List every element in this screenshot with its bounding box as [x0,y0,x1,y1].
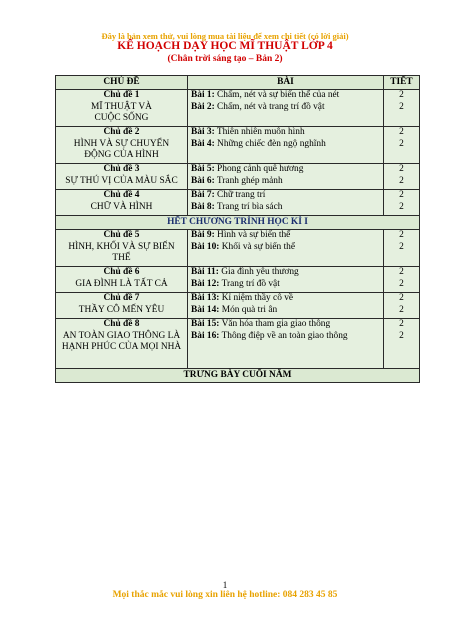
lesson-name: Khối và sự biến thể [221,241,296,252]
topic-cell [56,164,188,190]
topic-cell [56,293,188,319]
lesson-periods: 2 [399,330,404,341]
lesson-name: Kỉ niệm thầy cô về [221,293,294,303]
lesson-number: Bài 5: [191,164,215,174]
topic-cell [56,127,188,164]
table-row [56,369,420,383]
lesson-name: Trang trí đồ vật [221,278,280,289]
topic-cell [56,230,188,267]
lesson-periods: 2 [399,293,404,303]
topic-name: SỰ THÚ VỊ CỦA MÀU SẮC [65,175,178,186]
topic-code: Chủ đề 5 [103,230,140,240]
table-row [56,190,420,216]
table-row [56,267,420,293]
lesson-name: Chấm, nét và sự biến thể của nét [217,90,340,100]
lesson-periods: 2 [399,175,404,186]
lesson-item [191,90,380,102]
topic-name: GIA ĐÌNH LÀ TẤT CẢ [75,278,168,289]
periods-cell [384,90,420,127]
lesson-item [191,319,380,331]
lesson-name: Hình và sự biến thể [217,230,291,240]
lesson-item [191,190,380,202]
page-subtitle: (Chân trời sáng tạo – Bản 2) [167,54,283,64]
topic-code: Chủ đề 6 [103,267,140,277]
lesson-item [191,230,380,242]
topic-code: Chủ đề 7 [103,293,140,303]
lesson-number: Bài 10: [191,241,220,252]
lessons-cell [188,230,384,267]
lesson-name: Phong cảnh quê hương [217,164,304,174]
lessons-cell [188,127,384,164]
preview-notice: Đây là bản xem thử, vui lòng mua tài liệu để xem chi tiết (có lời giải) [101,31,349,41]
lesson-number: Bài 16: [191,330,220,341]
lessons-cell [188,164,384,190]
lesson-item [191,139,380,151]
periods-cell [384,127,420,164]
lesson-periods: 2 [399,278,404,289]
column-header-lesson: BÀI [188,76,384,90]
lesson-name: Những chiếc đèn ngộ nghĩnh [217,138,326,149]
lesson-name: Tranh ghép mảnh [216,175,283,186]
topic-name: AN TOÀN GIAO THÔNG LÀ HẠNH PHÚC CỦA MỌI NHÀ [61,330,182,353]
table-row [56,319,420,369]
lesson-item [191,267,380,279]
lessons-cell [188,319,384,369]
lesson-item [191,305,380,317]
lessons-cell [188,267,384,293]
lesson-periods: 2 [399,90,404,100]
lesson-number: Bài 3: [191,127,215,137]
lesson-item [191,279,380,291]
table-row [56,90,420,127]
lesson-name: Trang trí bìa sách [216,201,283,212]
lesson-item [191,102,380,114]
lesson-periods: 2 [399,127,404,137]
table-row [56,230,420,267]
lesson-number: Bài 1: [191,90,215,100]
lesson-periods: 2 [399,241,404,252]
lesson-number: Bài 15: [191,319,220,329]
lesson-periods: 2 [399,138,404,149]
lesson-periods: 2 [399,230,404,240]
table-row [56,127,420,164]
periods-cell [384,293,420,319]
lesson-number: Bài 14: [191,304,220,315]
topic-cell [56,190,188,216]
topic-name: MĨ THUẬT VÀ CUỘC SỐNG [91,101,152,124]
lesson-name: Thông điệp về an toàn giao thông [221,330,348,341]
lesson-item [191,202,380,214]
lesson-periods: 2 [399,319,404,329]
topic-name: HÌNH VÀ SỰ CHUYỂN ĐỘNG CỦA HÌNH [73,138,170,161]
periods-cell [384,230,420,267]
lesson-number: Bài 7: [191,190,215,200]
lesson-periods: 2 [399,190,404,200]
lesson-name: Chữ trang trí [217,190,266,200]
lesson-periods: 2 [399,304,404,315]
periods-cell [384,190,420,216]
lesson-periods: 2 [399,201,404,212]
column-header-topic: CHỦ ĐỀ [56,76,188,90]
page-title: KẾ HOẠCH DẠY HỌC MĨ THUẬT LỚP 4 [117,40,333,52]
topic-name: HÌNH, KHỐI VÀ SỰ BIẾN THỂ [68,241,175,264]
lesson-name: Món quà tri ân [221,304,278,315]
lesson-name: Chấm, nét và trang trí đồ vật [217,101,325,112]
topic-cell [56,90,188,127]
final-exhibition-banner: TRƯNG BÀY CUỐI NĂM [56,369,420,383]
topic-cell [56,267,188,293]
semester-end-banner: HẾT CHƯƠNG TRÌNH HỌC KÌ I [56,216,420,230]
lesson-periods: 2 [399,101,404,112]
lesson-number: Bài 11: [191,267,219,277]
periods-cell [384,164,420,190]
column-header-periods: TIẾT [384,76,420,90]
topic-code: Chủ đề 3 [103,164,140,174]
lesson-number: Bài 9: [191,230,215,240]
topic-name: CHỮ VÀ HÌNH [90,201,153,212]
topic-code: Chủ đề 1 [103,90,140,100]
topic-code: Chủ đề 2 [103,127,140,137]
lesson-name: Gia đình yêu thương [221,267,299,277]
table-row [56,216,420,230]
lesson-item [191,331,380,343]
lesson-number: Bài 8: [191,201,215,212]
table-row [56,164,420,190]
lessons-cell [188,293,384,319]
lesson-name: Văn hóa tham gia giao thông [221,319,331,329]
lessons-cell [188,90,384,127]
periods-cell [384,267,420,293]
page-number: 1 [222,580,228,590]
topic-code: Chủ đề 4 [103,190,140,200]
lesson-item [191,176,380,188]
lesson-periods: 2 [399,164,404,174]
lesson-number: Bài 12: [191,278,220,289]
table-row [56,293,420,319]
table-header-row [56,76,420,90]
lesson-item [191,164,380,176]
lesson-number: Bài 13: [191,293,220,303]
lesson-item [191,242,380,254]
lesson-item [191,127,380,139]
lesson-name: Thiên nhiên muôn hình [216,127,305,137]
topic-name: THẦY CÔ MẾN YÊU [78,304,165,315]
lesson-periods: 2 [399,267,404,277]
periods-cell [384,319,420,369]
topic-cell [56,319,188,369]
lesson-number: Bài 4: [191,138,215,149]
lesson-number: Bài 2: [191,101,215,112]
topic-code: Chủ đề 8 [103,319,140,329]
lesson-plan-table [55,75,420,383]
lesson-number: Bài 6: [191,175,215,186]
lessons-cell [188,190,384,216]
lesson-item [191,293,380,305]
hotline-footer: Mọi thắc mắc vui lòng xin liên hệ hotline: 084 283 45 85 [112,590,338,600]
